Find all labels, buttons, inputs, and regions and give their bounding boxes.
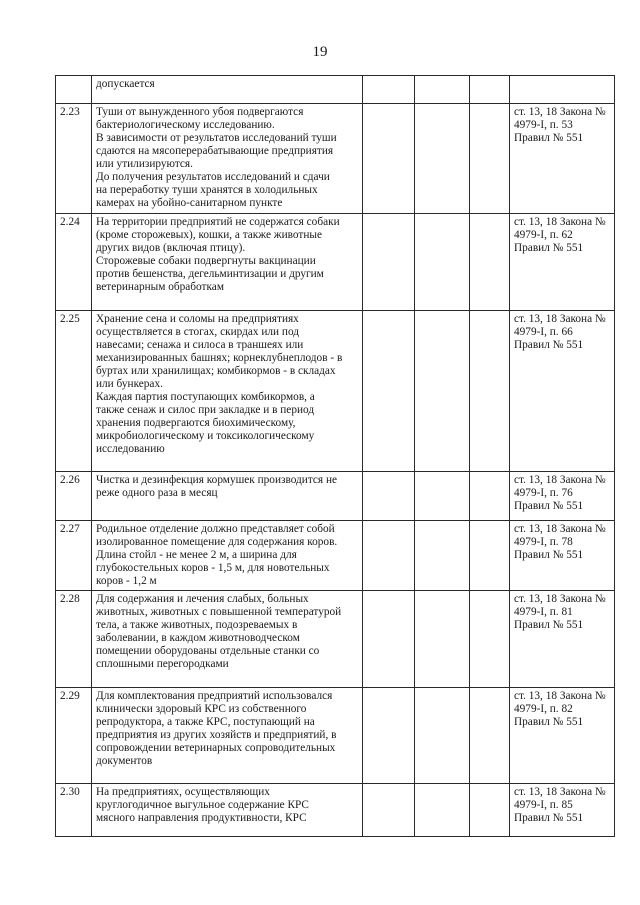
requirement-line: коров - 1,2 м <box>96 575 157 587</box>
requirement-line: сопровождении ветеринарных сопроводительных <box>96 742 336 754</box>
requirement-line: сдаются на мясоперерабатывающие предприятия <box>96 145 334 157</box>
requirement-text <box>92 591 363 688</box>
requirement-line: реже одного раза в месяц <box>96 487 218 499</box>
requirement-text <box>92 214 363 311</box>
mark-cell-yes <box>363 311 415 472</box>
requirement-line: осуществляется в стогах, скирдах или под <box>96 326 300 338</box>
legal-reference <box>510 688 615 784</box>
requirement-line: допускается <box>96 78 155 90</box>
requirement-line: против бешенства, дегельминтизации и другим <box>96 268 324 280</box>
requirement-line: Каждая партия поступающих комбикормов, а <box>96 391 315 403</box>
requirement-line: клинически здоровый КРС из собственного <box>96 703 307 715</box>
table-row <box>56 472 615 521</box>
table-row <box>56 521 615 591</box>
mark-cell-yes <box>363 521 415 591</box>
table-row <box>56 76 615 104</box>
table-row <box>56 688 615 784</box>
legal-reference <box>510 591 615 688</box>
table-row <box>56 591 615 688</box>
reference-line: Правил № 551 <box>514 549 584 561</box>
mark-cell-no <box>415 311 470 472</box>
requirement-line: или бункерах. <box>96 378 163 390</box>
mark-cell-yes <box>363 76 415 104</box>
reference-line: 4979-I, п. 81 <box>514 606 573 618</box>
legal-reference <box>510 214 615 311</box>
requirement-line: Сторожевые собаки подвергнуты вакцинации <box>96 255 316 267</box>
reference-line: Правил № 551 <box>514 619 584 631</box>
requirement-line: ветеринарным обработкам <box>96 281 224 293</box>
mark-cell-yes <box>363 104 415 214</box>
mark-cell-no <box>415 521 470 591</box>
mark-cell-yes <box>363 688 415 784</box>
requirement-text <box>92 521 363 591</box>
requirement-line: круглогодичное выгульное содержание КРС <box>96 799 309 811</box>
row-number: 2.23 <box>56 104 92 214</box>
reference-line: 4979-I, п. 53 <box>514 119 573 131</box>
requirements-table <box>55 75 615 837</box>
requirement-line: глубокостельных коров - 1,5 м, для новотельных <box>96 562 330 574</box>
mark-cell-na <box>470 784 510 837</box>
mark-cell-yes <box>363 591 415 688</box>
mark-cell-no <box>415 591 470 688</box>
reference-line: ст. 13, 18 Закона № <box>514 474 606 486</box>
requirement-line: или утилизируются. <box>96 158 193 170</box>
row-number: 2.28 <box>56 591 92 688</box>
requirement-line: Родильное отделение должно представляет собой <box>96 523 335 535</box>
mark-cell-no <box>415 688 470 784</box>
mark-cell-na <box>470 521 510 591</box>
reference-line: 4979-I, п. 85 <box>514 799 573 811</box>
requirement-line: изолированное помещение для содержания коров. <box>96 536 338 548</box>
reference-line: Правил № 551 <box>514 339 584 351</box>
reference-line: 4979-I, п. 82 <box>514 703 573 715</box>
row-number: 2.27 <box>56 521 92 591</box>
requirement-line: репродуктора, а также КРС, поступающий на <box>96 716 315 728</box>
mark-cell-na <box>470 104 510 214</box>
row-number: 2.24 <box>56 214 92 311</box>
legal-reference <box>510 104 615 214</box>
requirement-line: На территории предприятий не содержатся собаки <box>96 216 340 228</box>
table-row <box>56 214 615 311</box>
mark-cell-no <box>415 784 470 837</box>
mark-cell-na <box>470 76 510 104</box>
reference-line: ст. 13, 18 Закона № <box>514 106 606 118</box>
reference-line: ст. 13, 18 Закона № <box>514 523 606 535</box>
reference-line: 4979-I, п. 78 <box>514 536 573 548</box>
row-number: 2.25 <box>56 311 92 472</box>
requirement-line: документов <box>96 755 153 767</box>
requirement-line: микробиологическому и токсикологическому <box>96 430 315 442</box>
row-number: 2.26 <box>56 472 92 521</box>
requirement-line: В зависимости от результатов исследований туши <box>96 132 337 144</box>
requirement-line: механизированных башнях; корнеклубнеплодов - в <box>96 352 343 364</box>
table-row <box>56 784 615 837</box>
requirement-line: заболевании, в каждом животноводческом <box>96 632 300 644</box>
requirement-line: хранения подвергаются биохимическому, <box>96 417 296 429</box>
requirement-text <box>92 104 363 214</box>
reference-line: Правил № 551 <box>514 500 584 512</box>
requirement-text <box>92 311 363 472</box>
mark-cell-no <box>415 214 470 311</box>
requirement-line: Чистка и дезинфекция кормушек производится не <box>96 474 338 486</box>
mark-cell-na <box>470 591 510 688</box>
reference-line: Правил № 551 <box>514 242 584 254</box>
mark-cell-no <box>415 104 470 214</box>
requirement-line: буртах или хранилищах; комбикормов - в складах <box>96 365 336 377</box>
reference-line: Правил № 551 <box>514 132 584 144</box>
mark-cell-yes <box>363 472 415 521</box>
reference-line: 4979-I, п. 62 <box>514 229 573 241</box>
row-number: 2.29 <box>56 688 92 784</box>
mark-cell-na <box>470 311 510 472</box>
reference-line: 4979-I, п. 66 <box>514 326 573 338</box>
legal-reference <box>510 472 615 521</box>
requirement-line: камерах на убойно-санитарном пункте <box>96 197 283 209</box>
row-number: 2.30 <box>56 784 92 837</box>
row-number <box>56 76 92 104</box>
mark-cell-no <box>415 472 470 521</box>
requirement-text <box>92 76 363 104</box>
requirement-line: Хранение сена и соломы на предприятиях <box>96 313 299 325</box>
requirement-line: Для комплектования предприятий использовался <box>96 690 333 702</box>
legal-reference <box>510 311 615 472</box>
requirement-line: Длина стойл - не менее 2 м, а ширина для <box>96 549 297 561</box>
mark-cell-na <box>470 472 510 521</box>
requirement-line: мясного направления продуктивности, КРС <box>96 812 307 824</box>
requirement-line: помещении оборудованы отдельные станки со <box>96 645 320 657</box>
reference-line: Правил № 551 <box>514 812 584 824</box>
requirement-line: животных, животных с повышенной температурой <box>96 606 342 618</box>
mark-cell-yes <box>363 214 415 311</box>
requirement-line: тела, а также животных, подозреваемых в <box>96 619 298 631</box>
requirement-line: исследованию <box>96 443 165 455</box>
requirement-text <box>92 688 363 784</box>
reference-line: Правил № 551 <box>514 716 584 728</box>
mark-cell-no <box>415 76 470 104</box>
reference-line: 4979-I, п. 76 <box>514 487 573 499</box>
requirement-line: Туши от вынужденного убоя подвергаются <box>96 106 304 118</box>
reference-line: ст. 13, 18 Закона № <box>514 216 606 228</box>
requirement-line: До получения результатов исследований и сдачи <box>96 171 330 183</box>
requirement-line: предприятия из других хозяйств и предприятий, в <box>96 729 337 741</box>
requirement-line: навесами; сенажа и силоса в траншеях или <box>96 339 304 351</box>
requirement-line: бактериологическому исследованию. <box>96 119 275 131</box>
mark-cell-yes <box>363 784 415 837</box>
mark-cell-na <box>470 214 510 311</box>
table-row <box>56 311 615 472</box>
requirement-line: (кроме сторожевых), кошки, а также животные <box>96 229 322 241</box>
legal-reference <box>510 76 615 104</box>
requirement-text <box>92 472 363 521</box>
page-number: 19 <box>312 44 328 60</box>
requirement-line: также сенаж и силос при закладке и в период <box>96 404 315 416</box>
reference-line: ст. 13, 18 Закона № <box>514 690 606 702</box>
legal-reference <box>510 784 615 837</box>
requirement-line: других видов (включая птицу). <box>96 242 246 254</box>
table-row <box>56 104 615 214</box>
reference-line: ст. 13, 18 Закона № <box>514 786 606 798</box>
requirement-line: На предприятиях, осуществляющих <box>96 786 270 798</box>
reference-line: ст. 13, 18 Закона № <box>514 313 606 325</box>
requirement-text <box>92 784 363 837</box>
requirement-line: сплошными перегородками <box>96 658 229 670</box>
requirement-line: на переработку туши хранятся в холодильных <box>96 184 318 196</box>
mark-cell-na <box>470 688 510 784</box>
reference-line: ст. 13, 18 Закона № <box>514 593 606 605</box>
legal-reference <box>510 521 615 591</box>
requirement-line: Для содержания и лечения слабых, больных <box>96 593 309 605</box>
